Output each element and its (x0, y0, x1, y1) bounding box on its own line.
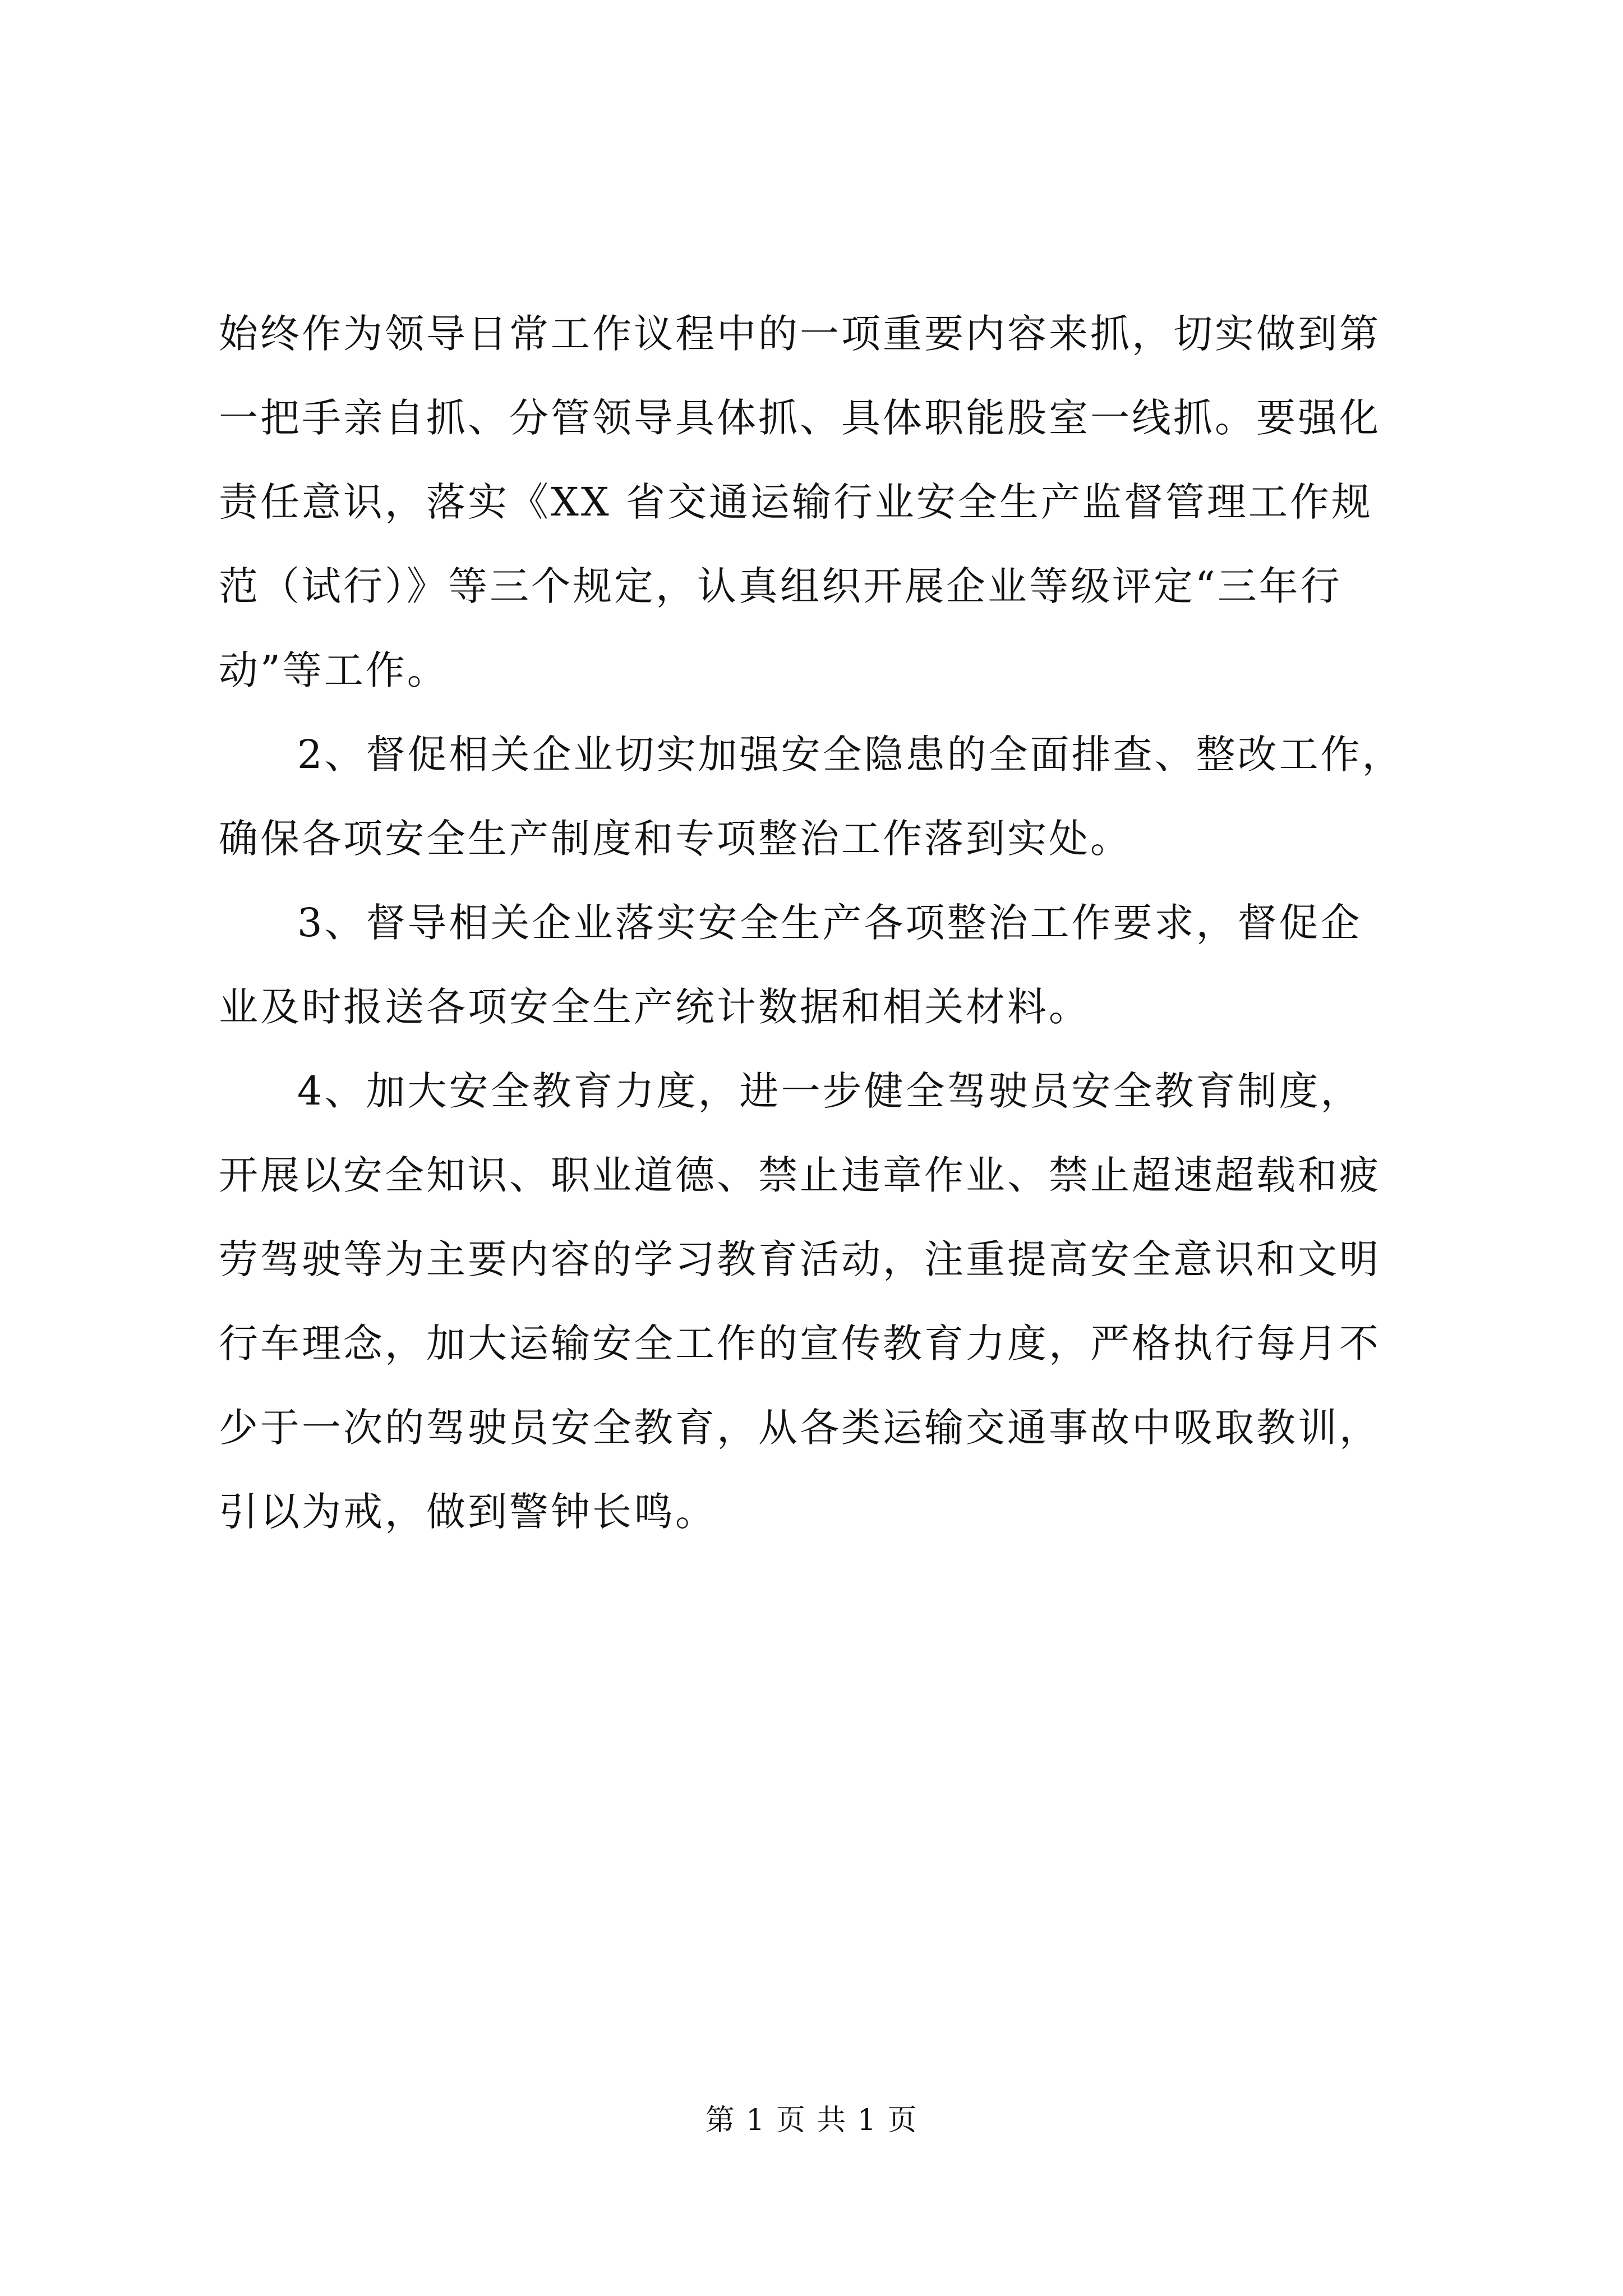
text-line: 业及时报送各项安全生产统计数据和相关材料。 (219, 984, 1090, 1030)
text-line: 责任意识，落实《XX 省交通运输行业安全生产监督管理工作规 (219, 479, 1373, 525)
text-line: 行车理念，加大运输安全工作的宣传教育力度，严格执行每月不 (219, 1320, 1381, 1366)
paragraph-item-2 (219, 712, 1413, 881)
text-line: 少于一次的驾驶员安全教育，从各类运输交通事故中吸取教训， (219, 1405, 1381, 1451)
page-footer (0, 2101, 1623, 2140)
text-line: 引以为戒，做到警钟长鸣。 (219, 1489, 717, 1535)
text-line: 3、督导相关企业落实安全生产各项整治工作要求，督促企 (297, 900, 1362, 946)
text-line: 开展以安全知识、职业道德、禁止违章作业、禁止超速超载和疲 (219, 1152, 1381, 1198)
text-line: 2、督促相关企业切实加强安全隐患的全面排查、整改工作， (297, 731, 1404, 777)
text-line: 动”等工作。 (219, 647, 449, 693)
text-line: 始终作为领导日常工作议程中的一项重要内容来抓，切实做到第 (219, 311, 1381, 357)
paragraph-continuation (219, 292, 1413, 712)
document-body (219, 292, 1413, 1554)
text-line: 劳驾驶等为主要内容的学习教育活动，注重提高安全意识和文明 (219, 1236, 1381, 1282)
paragraph-item-4 (219, 1049, 1413, 1554)
text-line: 一把手亲自抓、分管领导具体抓、具体职能股室一线抓。要强化 (219, 395, 1381, 441)
text-line: 4、加大安全教育力度，进一步健全驾驶员安全教育制度， (297, 1068, 1362, 1114)
paragraph-item-3 (219, 881, 1413, 1049)
page-number-label: 第 1 页 共 1 页 (705, 2104, 918, 2137)
text-line: 确保各项安全生产制度和专项整治工作落到实处。 (219, 816, 1132, 862)
text-line: 范（试行）》等三个规定，认真组织开展企业等级评定“三年行 (219, 563, 1342, 609)
